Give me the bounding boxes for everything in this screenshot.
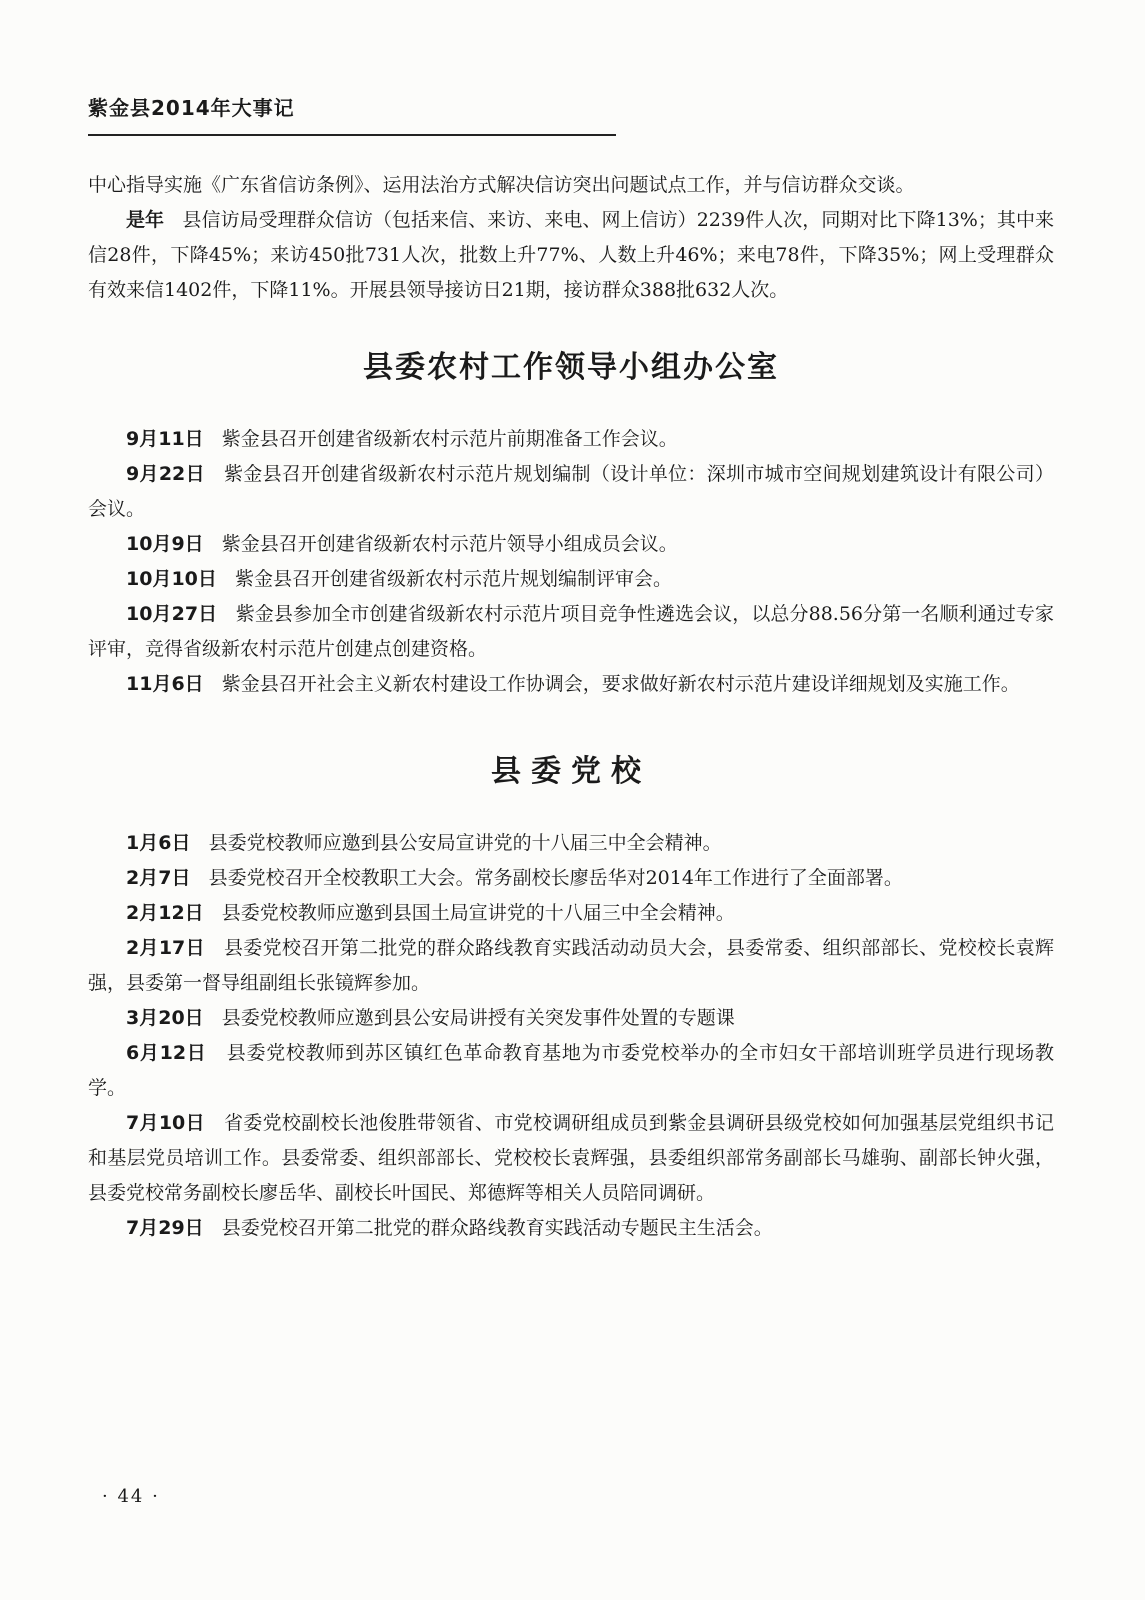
entry-text: 紫金县召开创建省级新农村示范片前期准备工作会议。 (221, 428, 678, 450)
running-header: 紫金县2014年大事记 (88, 96, 295, 120)
entry-paragraph (88, 931, 1054, 1001)
entry-text: 县委党校教师应邀到县公安局宣讲党的十八届三中全会精神。 (208, 832, 722, 854)
entry-date: 7月29日 (126, 1217, 204, 1239)
entry-date: 2月12日 (126, 902, 204, 924)
entry-paragraph (88, 667, 1054, 702)
entry-paragraph (88, 1106, 1054, 1211)
entry-text: 县委党校教师到苏区镇红色革命教育基地为市委党校举办的全市妇女干部培训班学员进行现场教学。 (88, 1042, 1054, 1099)
entry-text: 县委党校教师应邀到县公安局讲授有关突发事件处置的专题课 (221, 1007, 735, 1029)
entry-paragraph (88, 422, 1054, 457)
entry-date: 10月10日 (126, 568, 217, 590)
entry-paragraph (88, 826, 1054, 861)
entry-text: 县委党校召开全校教职工大会。常务副校长廖岳华对2014年工作进行了全面部署。 (208, 867, 903, 889)
entry-date: 2月17日 (126, 937, 205, 959)
entry-paragraph (88, 896, 1054, 931)
entry-date: 1月6日 (126, 832, 191, 854)
header-divider (88, 134, 616, 136)
entry-text: 县委党校召开第二批党的群众路线教育实践活动专题民主生活会。 (221, 1217, 773, 1239)
entry-date: 2月7日 (126, 867, 191, 889)
entry-date: 9月11日 (126, 428, 204, 450)
entry-paragraph (88, 597, 1054, 667)
entry-date: 6月12日 (126, 1042, 207, 1064)
entry-paragraph (88, 457, 1054, 527)
entry-date: 7月10日 (126, 1112, 205, 1134)
page-number: · 44 · (102, 1486, 160, 1507)
entry-text: 县委党校教师应邀到县国土局宣讲党的十八届三中全会精神。 (221, 902, 735, 924)
entry-text: 省委党校副校长池俊胜带领省、市党校调研组成员到紫金县调研县级党校如何加强基层党组织书记和基层党员培训工作。县委常委、组织部部长、党校校长袁辉强，县委组织部常务副部长马雄驹、副部长钟火强，县委党校常务副校长廖岳华、副校长叶国民、郑德辉等相关人员陪同调研。 (88, 1112, 1054, 1204)
year-summary-label: 是年 (126, 209, 165, 231)
entry-text: 紫金县召开创建省级新农村示范片领导小组成员会议。 (221, 533, 678, 555)
entry-text: 紫金县召开社会主义新农村建设工作协调会，要求做好新农村示范片建设详细规划及实施工作。 (221, 673, 1020, 695)
page-content (88, 168, 1054, 1246)
year-summary-text: 县信访局受理群众信访（包括来信、来访、来电、网上信访）2239件人次，同期对比下降13%；其中来信28件，下降45%；来访450批731人次，批数上升77%、人数上升46%；来电78件，下降35%；网上受理群众有效来信1402件，下降11%。开展县领导接访日21期，接访群众388批632人次。 (88, 209, 1054, 301)
entry-date: 10月27日 (126, 603, 218, 625)
continuation-paragraph: 中心指导实施《广东省信访条例》、运用法治方式解决信访突出问题试点工作，并与信访群众交谈。 (88, 174, 915, 196)
entry-date: 3月20日 (126, 1007, 204, 1029)
entry-paragraph (88, 562, 1054, 597)
entry-paragraph (88, 527, 1054, 562)
entry-text: 紫金县召开创建省级新农村示范片规划编制评审会。 (235, 568, 673, 590)
entry-paragraph (88, 1211, 1054, 1246)
section-title-party-school: 县委党校 (491, 754, 651, 789)
entry-text: 紫金县参加全市创建省级新农村示范片项目竞争性遴选会议，以总分88.56分第一名顺利通过专家评审，竞得省级新农村示范片创建点创建资格。 (88, 603, 1054, 660)
entry-date: 10月9日 (126, 533, 204, 555)
entry-text: 县委党校召开第二批党的群众路线教育实践活动动员大会，县委常委、组织部部长、党校校长袁辉强，县委第一督导组副组长张镜辉参加。 (88, 937, 1054, 994)
entry-date: 9月22日 (126, 463, 205, 485)
entry-text: 紫金县召开创建省级新农村示范片规划编制（设计单位：深圳市城市空间规划建筑设计有限公司）会议。 (88, 463, 1054, 520)
entry-paragraph (88, 861, 1054, 896)
section-title-rural-office: 县委农村工作领导小组办公室 (363, 350, 779, 385)
year-summary-paragraph (88, 203, 1054, 308)
entry-paragraph (88, 1001, 1054, 1036)
entry-paragraph (88, 1036, 1054, 1106)
entry-date: 11月6日 (126, 673, 204, 695)
